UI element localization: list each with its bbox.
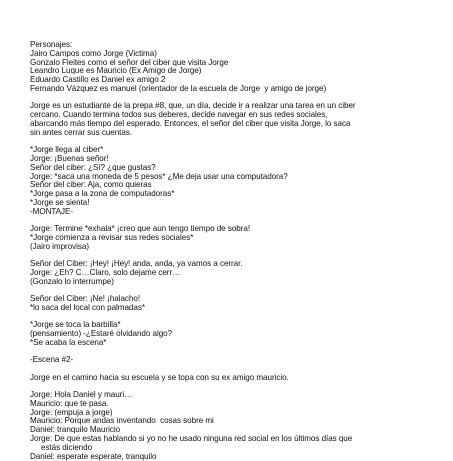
text-line: *Se acaba la escena* — [30, 337, 107, 347]
text-line: *Jorge se toca la barbilla* — [30, 320, 121, 330]
text-line: (Gonzalo lo interrumpe) — [30, 276, 114, 286]
text-line: abarcando más tiempo del esperado. Entonces, el señor del ciber que visita Jorge, lo saca — [30, 118, 351, 128]
text-line: Jairo Campos como Jorge (Victima) — [30, 48, 157, 58]
text-block — [30, 321, 423, 347]
text-line: estás diciendo — [30, 442, 93, 452]
text-line: Mauricio: Porque andas inventando cosas sobre mi — [30, 416, 214, 426]
text-block — [30, 102, 423, 137]
text-line: Daniel: tranquilo Mauricio — [30, 425, 121, 435]
text-block — [30, 295, 423, 313]
text-line: cercano. Cuando termina todos sus deberes, decide navegar en sus redes sociales, — [30, 110, 328, 120]
text-block — [30, 225, 423, 251]
text-block — [30, 356, 423, 365]
text-line: Señor del ciber: Aja, como quieras — [30, 180, 152, 190]
text-line: Jorge: De que estas hablando si yo no he usado ninguna red social en los últimos días que — [30, 434, 353, 444]
text-line: *Jorge pasa a la zona de computadoras* — [30, 189, 175, 199]
text-block — [30, 391, 423, 461]
text-line: *Jorge llega al ciber* — [30, 145, 104, 155]
text-line: Jorge: ¡Buenas señor! — [30, 153, 109, 163]
text-line: -MONTAJE- — [30, 206, 74, 216]
text-line: Jorge: Termine *exhala* ¡creo que aun tengo tiempo de sobra! — [30, 224, 251, 234]
text-line: Eduardo Castillo es Daniel ex amigo 2 — [30, 75, 166, 85]
text-line: Personajes: — [30, 40, 73, 49]
text-line: *lo saca del local con palmadas* — [30, 302, 145, 312]
text-block — [30, 41, 423, 94]
text-line: Gonzalo Fleites como el señor del ciber que visita Jorge — [30, 57, 229, 67]
text-line: Leandro Luque es Mauricio (Ex Amigo de Jorge) — [30, 66, 202, 76]
text-block — [30, 374, 423, 383]
text-line: *Jorge comienza a revisar sus redes sociales* — [30, 232, 194, 242]
text-line: (pensamiento) -¿Estaré olvidando algo? — [30, 329, 173, 339]
text-line: Mauricio: que te pasa. — [30, 398, 109, 408]
text-line: Jorge: (empuja a jorge) — [30, 407, 113, 417]
text-line: Jorge: Hola Daniel y mauri… — [30, 390, 133, 400]
text-line: Jorge es un estudiante de la prepa #8, que, un día, decide ir a realizar una tarea en un ciber — [30, 101, 356, 111]
text-line: Jorge: *saca una moneda de 5 pesos* ¿Me deja usar una computadora? — [30, 171, 288, 181]
text-line: Jorge en el camino hacia su escuela y se topa con su ex amigo mauricio. — [30, 372, 289, 382]
text-line: Señor del Ciber: ¡Ne! ¡halacho! — [30, 294, 141, 304]
text-line: -Escena #2- — [30, 355, 74, 365]
text-line: Daniel: esperate esperate, tranquilo — [30, 451, 157, 461]
text-line: Señor del Ciber: ¡Hey! ¡Hey! anda, anda, ya vamos a cerrar. — [30, 259, 243, 269]
text-line: *Jorge se sienta! — [30, 197, 90, 207]
text-line: Señor del ciber: ¿Sí? ¿que gustas? — [30, 162, 156, 172]
text-block — [30, 260, 423, 286]
text-block — [30, 146, 423, 216]
text-line: Fernando Vázquez es manuel (orientador de la escuela de Jorge y amigo de jorge) — [30, 83, 327, 93]
text-line: (Jairo improvisa) — [30, 241, 89, 251]
script-text — [30, 41, 423, 461]
text-line: Jorge: ¿Eh? C…Claro, solo dejame cerr… — [30, 267, 181, 277]
text-line: sin antes cerrar sus cuentas. — [30, 127, 133, 137]
